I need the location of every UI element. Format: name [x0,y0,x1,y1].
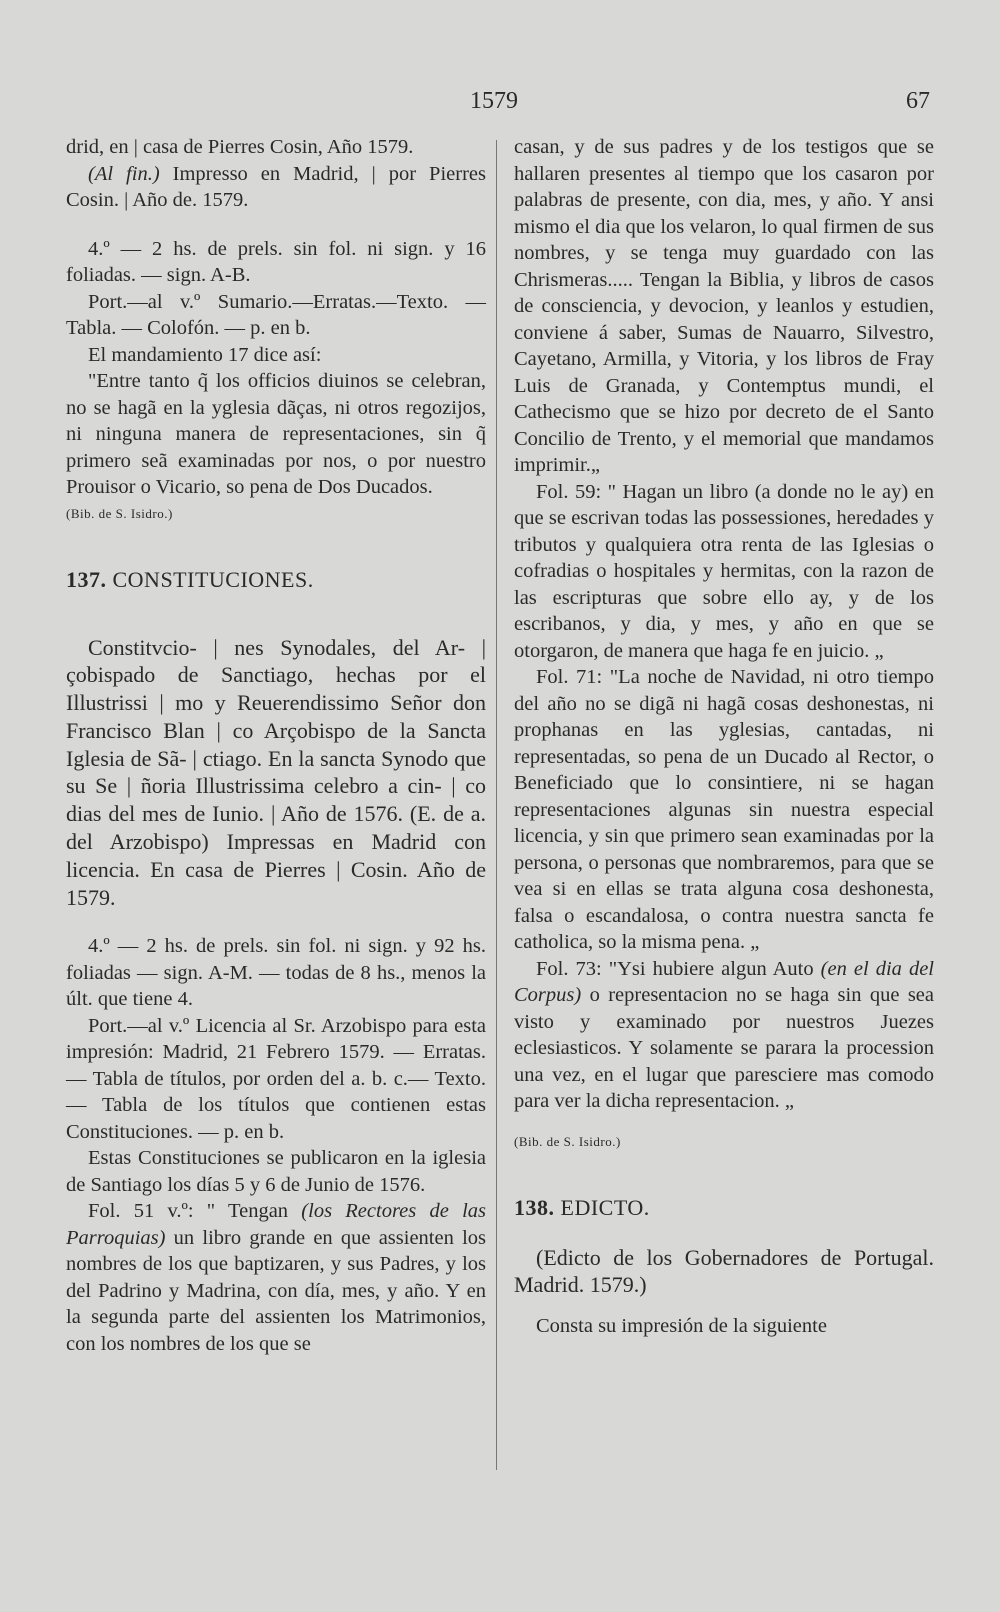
header-year: 1579 [470,88,518,114]
physical-description: 4.º — 2 hs. de prels. sin fol. ni sign. y 16 foliadas. — sign. A-B. [66,237,486,286]
mandate-quote: "Entre tanto q̃ los officios diuinos se celebran, no se hagã en la yglesia dãças, ni otros regozijos, ni ninguna manera de representaciones, sin q̃ primero seã examinadas por nos, o por nuestro Prouisor o Vicario, so pena de Dos Ducados. [66,370,486,498]
edict-title: (Edicto de los Gobernadores de Portugal. Madrid. 1579.) [514,1244,934,1298]
publication-note: Estas Constituciones se publicaron en la iglesia de Santiago los días 5 y 6 de Junio de 1576. [66,1147,486,1196]
folio-quote: Fol. 59: " Hagan un libro (a donde no le ay) en que se escrivan todas las possessiones, heredades y tributos y qualquiera otra renta de las Iglesias o cofradias o hospitales y hermitas, con la razon de las escripturas que sobre ello ay, y de los escribanos, y dia, y mes, y año en que se otorgaron, de manera que haga fe en juicio. „ [514,480,934,662]
right-column [514,134,934,1340]
page-number: 67 [906,88,930,114]
physical-description: 4.º — 2 hs. de prels. sin fol. ni sign. y 92 hs. foliadas — sign. A-M. — todas de 8 hs., menos la últ. que tiene 4. [66,935,486,1011]
library-source: (Bib. de S. Isidro.) [514,1133,621,1149]
column-divider [496,140,497,1470]
folio-quote: Fol. 73: "Ysi hubiere algun Auto (en el dia del Corpus) o representacion no se haga sin que sea visto y examinado por nuestros Juezes eclesiasticos. Y solamente se parara la procession una vez, en el lugar que paresciere mas comodo para ver la dicha representacion. „ [514,957,934,1112]
entry-heading-137: 137. CONSTITUCIONES. [66,567,314,592]
left-column [66,134,486,1357]
colophon-italic: (Al fin.) [88,162,160,185]
quote-continuation: casan, y de sus padres y de los testigos que se hallaren presentes al tiempo que los casaron por palabras de presente, con dia, mes, y año. Y ansi mismo el dia que los velaron, lo qual firmen de sus nombres, y se tenga muy guardado con las Chrismeras..... Tengan la Biblia, y libros de casos de consciencia, y devocion, y leanlos y estudien, conviene á saber, Sumas de Nauarro, Silvestro, Cayetano, Armilla, y Vitoria, y los libros de Fray Luis de Granada, y Contemptus mundi, el Cathecismo que se hizo por decreto de el Santo Concilio de Trento, y el memorial que mandamos imprimir.„ [514,136,934,476]
folio-quote: Fol. 71: "La noche de Navidad, ni otro tiempo del año no se digã ni hagã cosas deshonestas, ni prophanas en las yglesias, cantadas, ni representadas, so pena de un Ducado al Rector, o Beneficiado que lo consintiere, ni se hagan representaciones algunas sin nuestra especial licencia, y sin que primero sean examinadas por la persona, o personas que nombraremos, para que se vea si en ellas se trata alguna cosa deshonesta, falsa o escandalosa, o contra nuestra sancta fe catholica, so la misma pena. „ [514,666,934,953]
contents-description: Port.—al v.º Sumario.—Erratas.—Texto. — Tabla. — Colofón. — p. en b. [66,290,486,339]
mandate-intro: El mandamiento 17 dice así: [88,343,322,366]
entry-heading-138: 138. EDICTO. [514,1195,650,1220]
entry-continuation: drid, en | casa de Pierres Cosin, Año 1579. [66,136,414,158]
folio-quote: Fol. 51 v.º: " Tengan (los Rectores de las Parroquias) un libro grande en que assienten los nombres de los que baptizaren, y sus Padres, y los del Padrino y Madrina, con día, mes, y año. Y en la segunda parte del assienten los Matrimonios, con los nombres de los que se [66,1200,486,1355]
edict-intro: Consta su impresión de la siguiente [536,1315,827,1338]
library-source: (Bib. de S. Isidro.) [66,505,173,521]
entry-title-transcription: Constitvcio- | nes Synodales, del Ar- | çobispado de Sanctiago, hechas por el Illustrissi | mo y Reuerendissimo Señor don Francisco Blan | co Arçobispo de la Sancta Iglesia de Sã- | ctiago. En la sancta Synodo que su Se | ñoria Illustrissima celebro a cin- | co dias del mes de Iunio. | Año de 1576. (E. de a. del Arzobispo) Impressas en Madrid con licencia. En casa de Pierres | Cosin. Año de 1579. [66,634,486,910]
contents-description: Port.—al v.º Licencia al Sr. Arzobispo para esta impresión: Madrid, 21 Febrero 1579. — Erratas. — Tabla de títulos, por orden del a. b. c.— Texto.— Tabla de los títulos que contienen estas Constituciones. — p. en b. [66,1014,486,1143]
colophon-paragraph: (Al fin.) Impresso en Madrid, | por Pierres Cosin. | Año de. 1579. [66,162,486,211]
